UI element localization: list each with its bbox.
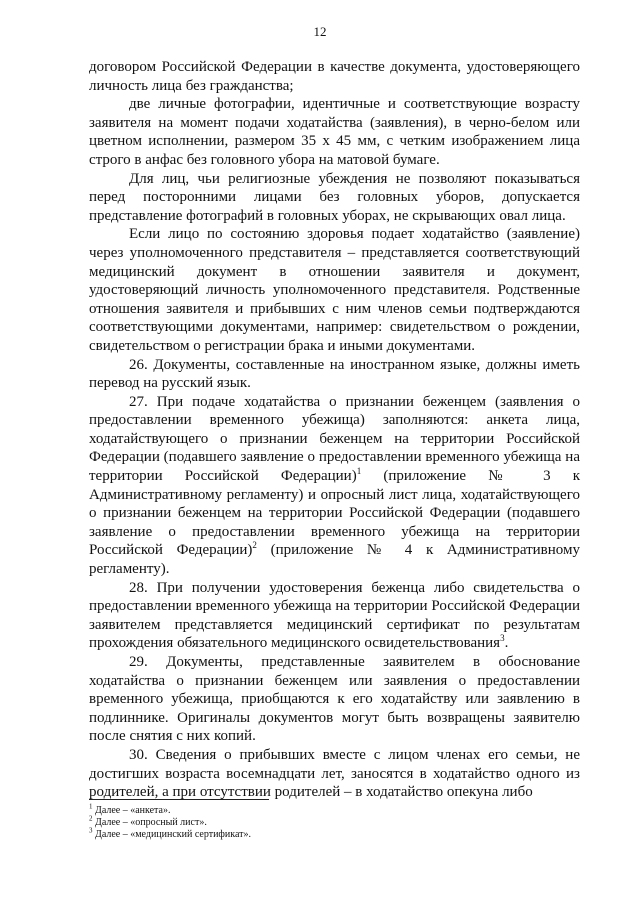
paragraph-30: 30. Сведения о прибывших вместе с лицом членах его семьи, не достигших возраста восемнадцати лет, заносятся в ходатайство одного из родителей, а при отсутствии родителей – в ходатайство опекуна либо [89,746,580,801]
paragraph-27 [89,393,580,579]
footnote-number: 3 [89,826,93,835]
footnotes [89,802,389,841]
paragraph-28-part-1: 28. При получении удостоверения беженца либо свидетельства о предоставлении временного убежища на территории Российской Федерации заявителем представляется медицинский сертификат по результатам прохождения обязательного медицинского освидетельствования [89,579,580,652]
paragraph-4: Если лицо по состоянию здоровья подает ходатайство (заявление) через уполномоченного представителя – представляется соответствующий медицинский документ в отношении заявителя и документ, удостоверяющий личность уполномоченного представителя. Родственные отношения заявителя и прибывших с ним членов семьи подтверждаются соответствующими документами, например: свидетельством о рождении, свидетельством о регистрации брака и иными документами. [89,226,580,354]
footnote-1 [89,802,389,817]
paragraph-29: 29. Документы, представленные заявителем в обоснование ходатайства о признании беженцем или заявления о предоставлении временного убежища, приобщаются к его ходатайству или заявлению в подлиннике. Оригиналы документов могут быть возвращены заявителю после снятия с них копий. [89,654,580,745]
footnote-ref-1: 1 [356,466,362,477]
footnote-ref-3: 3 [500,633,505,644]
footnote-text: Далее – «опросный лист». [95,817,207,828]
footnote-number: 1 [89,802,93,811]
footnote-text: Далее – «медицинский сертификат». [95,829,252,840]
footnote-2 [89,814,389,829]
footnote-divider [89,799,269,800]
paragraph-27-part-1: 27. При подаче ходатайства о признании беженцем (заявления о предоставлении временного убежища) заполняются: анкета лица, ходатайствующего о признании беженцем на территории Российской Федерации (подавшего заявление о предоставлении временного убежища на территории Российской Федерации) [89,393,580,485]
footnote-text: Далее – «анкета». [95,805,171,816]
page-number: 12 [313,24,327,39]
paragraph-2: две личные фотографии, идентичные и соответствующие возрасту заявителя на момент подачи ходатайства (заявления), в черно-белом или цветном исполнении, размером 35 х 45 мм, с четким изображением лица строго в анфас без головного убора на матовой бумаге. [89,96,580,168]
body-text [89,58,580,802]
paragraph-3: Для лиц, чьи религиозные убеждения не позволяют показываться перед посторонними лицами без головных уборов, допускается представление фотографий в головных уборах, не скрывающих овал лица. [89,170,580,224]
footnote-ref-2: 2 [252,540,257,551]
footnote-number: 2 [89,814,93,823]
paragraph-27-part-2: (приложение № 3 к Административному регламенту) и опросный лист лица, ходатайствующего о признании беженцем на территории Российской Федерации (подавшего заявление о предоставлении временного убежища на территории Российской Федерации) [89,468,581,559]
paragraph-26: 26. Документы, составленные на иностранном языке, должны иметь перевод на русский язык. [89,356,580,392]
footnote-3 [89,826,389,841]
paragraph-27-part-3: (приложение № 4 к Административному регламенту). [89,542,580,578]
paragraph-1: договором Российской Федерации в качестве документа, удостоверяющего личность лица без гражданства; [89,59,580,94]
paragraph-28-part-2: . [504,635,509,652]
paragraph-28 [89,579,580,653]
